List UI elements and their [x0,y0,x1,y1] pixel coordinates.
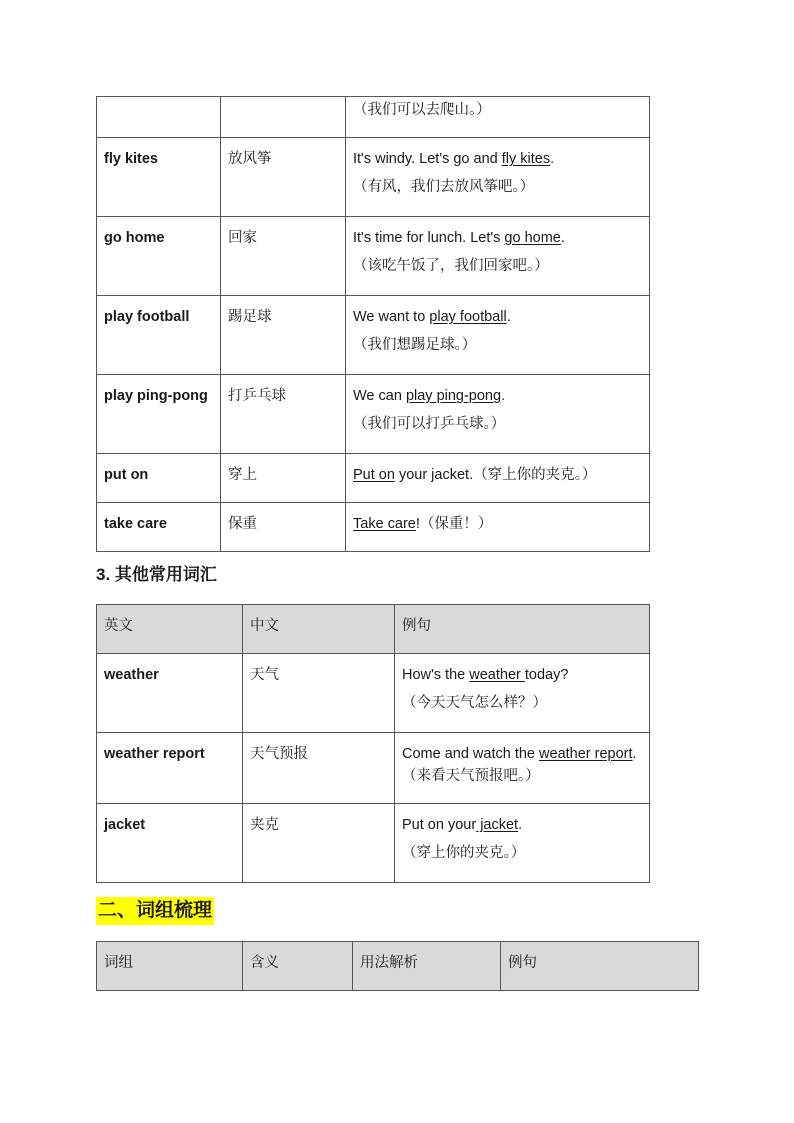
table-row [97,138,650,217]
cell-example [346,97,650,138]
table-row [97,296,650,375]
cell-en: jacket [97,804,243,883]
example-text: . [506,309,511,325]
example-underlined: Take care [353,516,416,532]
header-meaning: 含义 [243,942,353,991]
cell-example [346,296,650,375]
phrase-vocab-table-continued [96,96,650,552]
cell-example [346,454,650,503]
cell-example [395,654,650,733]
cell-en: weather [97,654,243,733]
example-text: today? [524,667,569,683]
cell-example [395,804,650,883]
table-row [97,97,650,138]
cell-en: weather report [97,733,243,804]
header-zh: 中文 [243,605,395,654]
example-text: We want to [353,309,430,325]
example-underlined: jacket [476,817,519,833]
cell-zh: 回家 [221,217,346,296]
cell-example [346,217,650,296]
example-text: . [550,151,555,167]
table-row [97,454,650,503]
cell-zh: 穿上 [221,454,346,503]
example-text: . [518,817,523,833]
example-text: It's time for lunch. Let's [353,230,505,246]
example-text: It's windy. Let's go and [353,151,502,167]
cell-zh: 夹克 [243,804,395,883]
other-vocab-table [96,604,650,883]
example-underlined: play football [429,309,507,325]
cell-example [346,503,650,552]
example-cn: （我们可以去爬山。） [353,102,491,118]
phrase-review-table [96,941,699,991]
table-header-row [97,605,650,654]
example-underlined: weather [469,667,525,683]
example-underlined: weather report [539,746,633,762]
example-text: .（来看天气预报吧。） [402,746,637,784]
example-text: We can [353,388,406,404]
cell-en: put on [97,454,221,503]
table-row [97,733,650,804]
cell-en: play ping-pong [97,375,221,454]
example-text: your jacket.（穿上你的夹克。） [394,467,597,483]
cell-zh: 放风筝 [221,138,346,217]
cell-en: play football [97,296,221,375]
header-phrase: 词组 [97,942,243,991]
example-underlined: go home [504,230,561,246]
example-cn: （我们可以打乒乓球。） [353,416,506,432]
table-row [97,375,650,454]
cell-zh: 天气 [243,654,395,733]
cell-zh [221,97,346,138]
table-row [97,804,650,883]
example-underlined: Put on [353,467,395,483]
cell-en [97,97,221,138]
cell-en: take care [97,503,221,552]
table-header-row [97,942,699,991]
cell-zh: 打乒乓球 [221,375,346,454]
example-cn: （我们想踢足球。） [353,337,477,353]
example-cn: （有风，我们去放风筝吧。） [353,179,535,195]
cell-en: fly kites [97,138,221,217]
example-underlined: fly kites [501,151,551,167]
example-underlined: play ping-pong [405,388,502,404]
example-text: Come and watch the [402,746,540,762]
table-row [97,654,650,733]
cell-example [346,138,650,217]
cell-zh: 踢足球 [221,296,346,375]
cell-zh: 天气预报 [243,733,395,804]
cell-en: go home [97,217,221,296]
example-cn: （穿上你的夹克。） [402,845,526,861]
example-text: Put on your [402,817,477,833]
section-heading-other-vocab: 3. 其他常用词汇 [96,565,217,584]
header-example: 例句 [395,605,650,654]
example-text: . [560,230,565,246]
header-example: 例句 [501,942,699,991]
header-en: 英文 [97,605,243,654]
example-text: !（保重！） [415,516,493,532]
example-text: . [501,388,506,404]
cell-example [395,733,650,804]
section-heading-phrase-review: 二、词组梳理 [96,897,214,925]
table-row [97,217,650,296]
cell-example [346,375,650,454]
header-usage: 用法解析 [353,942,501,991]
example-text: How's the [402,667,470,683]
table-row [97,503,650,552]
example-cn: （该吃午饭了，我们回家吧。） [353,258,549,274]
cell-zh: 保重 [221,503,346,552]
example-cn: （今天天气怎么样？） [402,695,547,711]
